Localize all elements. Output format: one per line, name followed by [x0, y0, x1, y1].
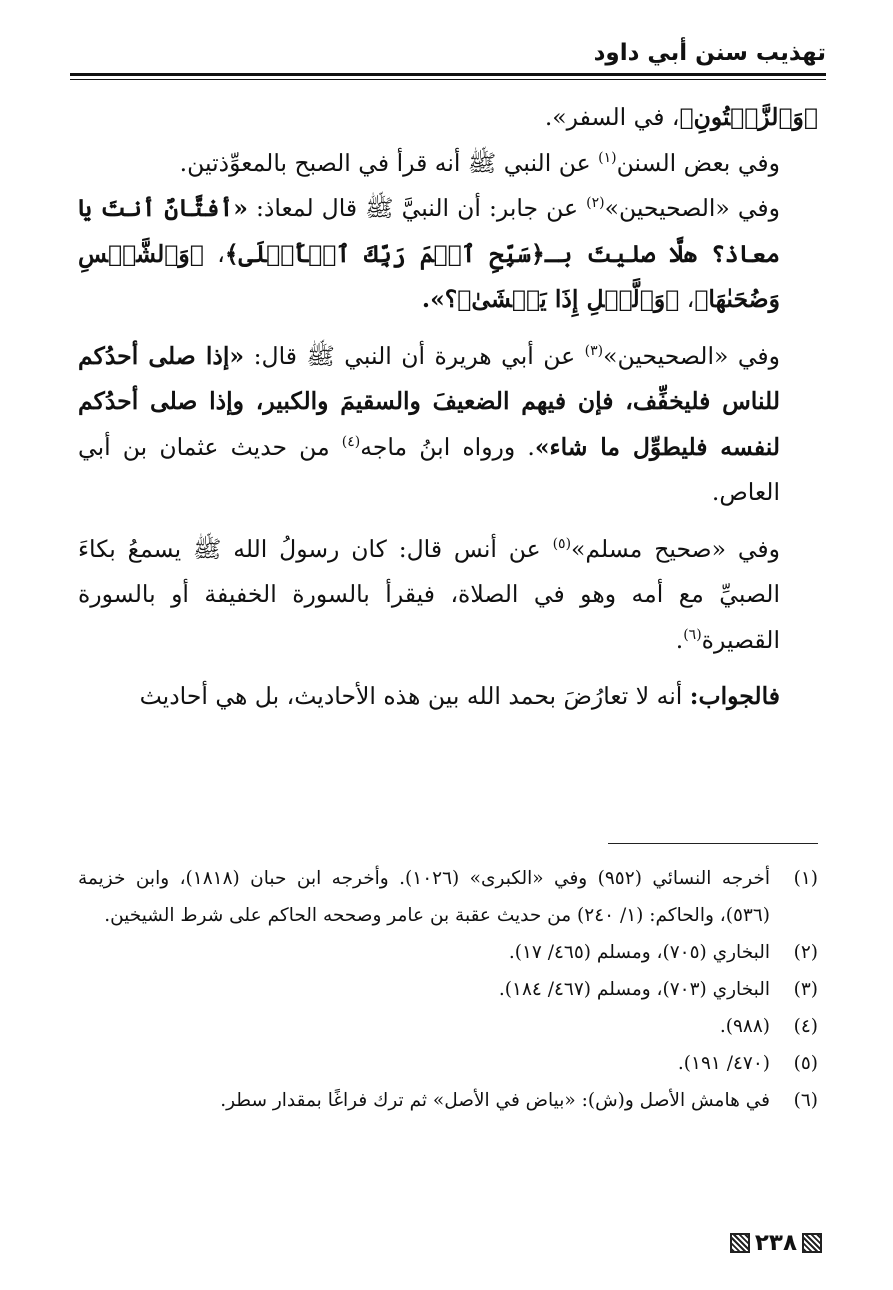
text-run: عن جابر: أن النبيَّ ﷺ قال لمعاذ:	[247, 194, 587, 222]
text-run: وفي «الصحيحين»	[603, 341, 780, 370]
footnote-number: (١)	[793, 868, 818, 889]
footnote-4	[78, 1008, 818, 1045]
hadith-text: ؟».	[421, 285, 458, 313]
paragraph-6	[78, 674, 818, 720]
text-run: . ورواه ابنُ ماجه	[360, 432, 535, 461]
footnote-text: أخرجه النسائي (٩٥٢) وفي «الكبرى» (١٠٢٦). وأخرجه ابن حبان (١٨١٨)، وابن خزيمة (٥٣٦)، والحاكم: (١/ ٢٤٠) من حديث عقبة بن عامر وصححه الحاكم على شرط الشيخين.	[78, 868, 770, 926]
footnote-ref: (٦)	[683, 626, 702, 643]
footnote-separator	[608, 843, 818, 844]
quran-verse: ﴿وَٱلزَّيۡتُونِ﴾	[679, 103, 818, 131]
footnote-number: (٥)	[793, 1053, 818, 1074]
text-run: عن أبي هريرة أن النبي ﷺ قال:	[244, 341, 585, 370]
text-run: ،	[679, 285, 695, 313]
footnote-text: البخاري (٧٠٣)، ومسلم (٤٦٧/ ١٨٤).	[498, 979, 770, 1000]
footnote-ref: (٤)	[341, 433, 361, 450]
running-header	[70, 40, 826, 72]
footnote-ref: (٥)	[552, 535, 572, 552]
text-run: وفي بعض السنن	[616, 148, 780, 177]
text-run: وفي «الصحيحين»	[604, 194, 781, 222]
running-title: تهذيب سنن أبي داود	[593, 40, 826, 66]
text-run: عن النبي ﷺ أنه قرأ في الصبح بالمعوِّذتين.	[179, 148, 599, 177]
page-number	[722, 1226, 822, 1260]
ornament-square-icon	[802, 1233, 822, 1253]
footnote-text: في هامش الأصل و(ش): «بياض في الأصل» ثم ترك فراغًا بمقدار سطر.	[220, 1090, 770, 1111]
footnote-ref: (٢)	[586, 195, 605, 212]
main-text	[78, 95, 818, 720]
text-run: .	[675, 625, 684, 654]
paragraph-3	[78, 186, 818, 323]
footnote-number: (٢)	[793, 942, 818, 963]
text-run: أنه لا تعارُضَ بحمد الله بين هذه الأحاديث، بل هي أحاديث	[139, 682, 690, 710]
footnote-2	[78, 934, 818, 971]
paragraph-1	[78, 95, 818, 141]
footnote-6	[78, 1082, 818, 1119]
text-run: وفي «صحيح مسلم»	[571, 534, 780, 563]
footnote-text: (٤٧٠/ ١٩١).	[677, 1053, 770, 1074]
quran-verse: ﴿وَٱلشَّمۡسِ وَضُحَىٰهَا﴾	[78, 239, 780, 313]
text-run: من حديث عثمان بن أبي العاص.	[78, 432, 780, 506]
text-run: عن أنس قال: كان رسولُ الله ﷺ يسمعُ بكاءَ الصبيِّ مع أمه وهو في الصلاة، فيقرأ بالسورة الخفيفة أو بالسورة القصيرة	[78, 534, 780, 654]
footnote-number: (٣)	[793, 979, 818, 1000]
footnote-number: (٤)	[793, 1016, 818, 1037]
footnote-number: (٦)	[793, 1090, 818, 1111]
paragraph-4	[78, 334, 818, 516]
footnote-ref: (٣)	[584, 342, 604, 359]
ornament-square-icon	[730, 1233, 750, 1253]
paragraph-2	[78, 141, 818, 187]
hadith-text: «إذا صلى أحدُكم للناس فليخفِّف، فإن فيهم الضعيفَ والسقيمَ والكبير، وإذا صلى أحدُكم لنفسه فليطوِّل ما شاء»	[78, 341, 780, 461]
footnote-text: البخاري (٧٠٥)، ومسلم (٤٦٥/ ١٧).	[508, 942, 770, 963]
footnote-text: (٩٨٨).	[719, 1016, 770, 1037]
footnote-3	[78, 971, 818, 1008]
page-number-text: ٢٣٨	[754, 1230, 797, 1256]
hadith-text: «أفتَّانٌ أنتَ يا معاذ؟ هلَّا صليتَ بـ	[78, 194, 780, 268]
text-run: ،	[203, 239, 225, 268]
header-rule-thick	[70, 73, 826, 76]
text-run: ، في السفر».	[544, 103, 680, 131]
answer-label: فالجواب:	[689, 682, 780, 710]
footnote-5	[78, 1045, 818, 1082]
footnote-ref: (١)	[598, 149, 617, 166]
header-rule-thin	[70, 79, 826, 80]
paragraph-5	[78, 527, 818, 664]
quran-verse: ﴿وَٱلَّيۡلِ إِذَا يَغۡشَىٰ﴾	[457, 285, 680, 313]
quran-verse: ﴿سَبِّحِ ٱسۡمَ رَبِّكَ ٱلۡأَعۡلَى﴾	[224, 239, 545, 268]
footnote-1	[78, 860, 818, 934]
footnotes	[78, 860, 818, 1119]
